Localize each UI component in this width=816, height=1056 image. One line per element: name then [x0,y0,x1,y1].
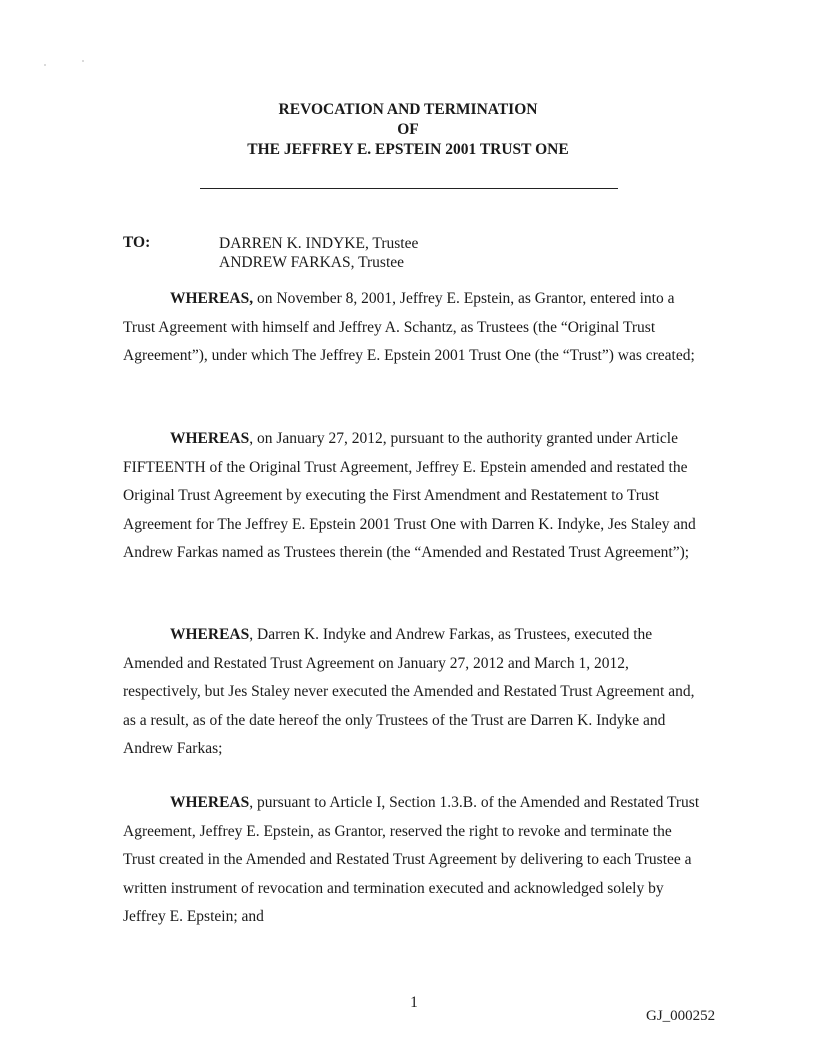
whereas-paragraph-4 [123,789,703,932]
page-number: 1 [410,994,418,1011]
whereas-lead: WHEREAS [170,794,250,811]
scan-speck [82,60,84,62]
bates-number: GJ_000252 [646,1008,716,1024]
paragraph-text: on November 8, 2001, Jeffrey E. Epstein, as Grantor, entered into a Trust Agreement with himself and Jeffrey A. Schantz, as Trustees (the “Original Trust Agreement”), under which The Jeffrey E. Epstein 2001 Trust One (the “Trust”) was created; [123,290,695,364]
paragraph-text: , on January 27, 2012, pursuant to the authority granted under Article FIFTEENTH of the Original Trust Agreement, Jeffrey E. Epstein amended and restated the Original Trust Agreement by executing the First Amendment and Restatement to Trust Agreement for The Jeffrey E. Epstein 2001 Trust One with Darren K. Indyke, Jes Staley and Andrew Farkas named as Trustees therein (the “Amended and Restated Trust Agreement”); [123,430,696,561]
paragraph-text: , pursuant to Article I, Section 1.3.B. of the Amended and Restated Trust Agreement, Jeffrey E. Epstein, as Grantor, reserved the right to revoke and terminate the Trust created in the Amended and Restated Trust Agreement by delivering to each Trustee a written instrument of revocation and termination executed and acknowledged solely by Jeffrey E. Epstein; and [123,794,700,925]
paragraph-text: , Darren K. Indyke and Andrew Farkas, as Trustees, executed the Amended and Restated Trust Agreement on January 27, 2012 and March 1, 2012, respectively, but Jes Staley never executed the Amended and Restated Trust Agreement and, as a result, as of the date hereof the only Trustees of the Trust are Darren K. Indyke and Andrew Farkas; [123,626,695,757]
addressee-label: TO: [123,234,151,251]
whereas-lead: WHEREAS [170,626,250,643]
title-divider [200,188,618,189]
addressee-item: ANDREW FARKAS, Trustee [219,254,405,271]
whereas-paragraph-2 [123,425,703,568]
whereas-paragraph-3 [123,621,703,764]
addressee-item: DARREN K. INDYKE, Trustee [219,235,419,252]
title-line-2: OF [397,121,419,138]
scan-speck [44,64,46,66]
whereas-lead: WHEREAS [170,430,250,447]
addressee-list [219,234,418,272]
whereas-paragraph-1 [123,285,703,371]
whereas-lead: WHEREAS, [170,290,254,307]
title-line-3: THE JEFFREY E. EPSTEIN 2001 TRUST ONE [247,141,569,158]
title-line-1: REVOCATION AND TERMINATION [278,101,538,118]
document-title [0,100,816,160]
